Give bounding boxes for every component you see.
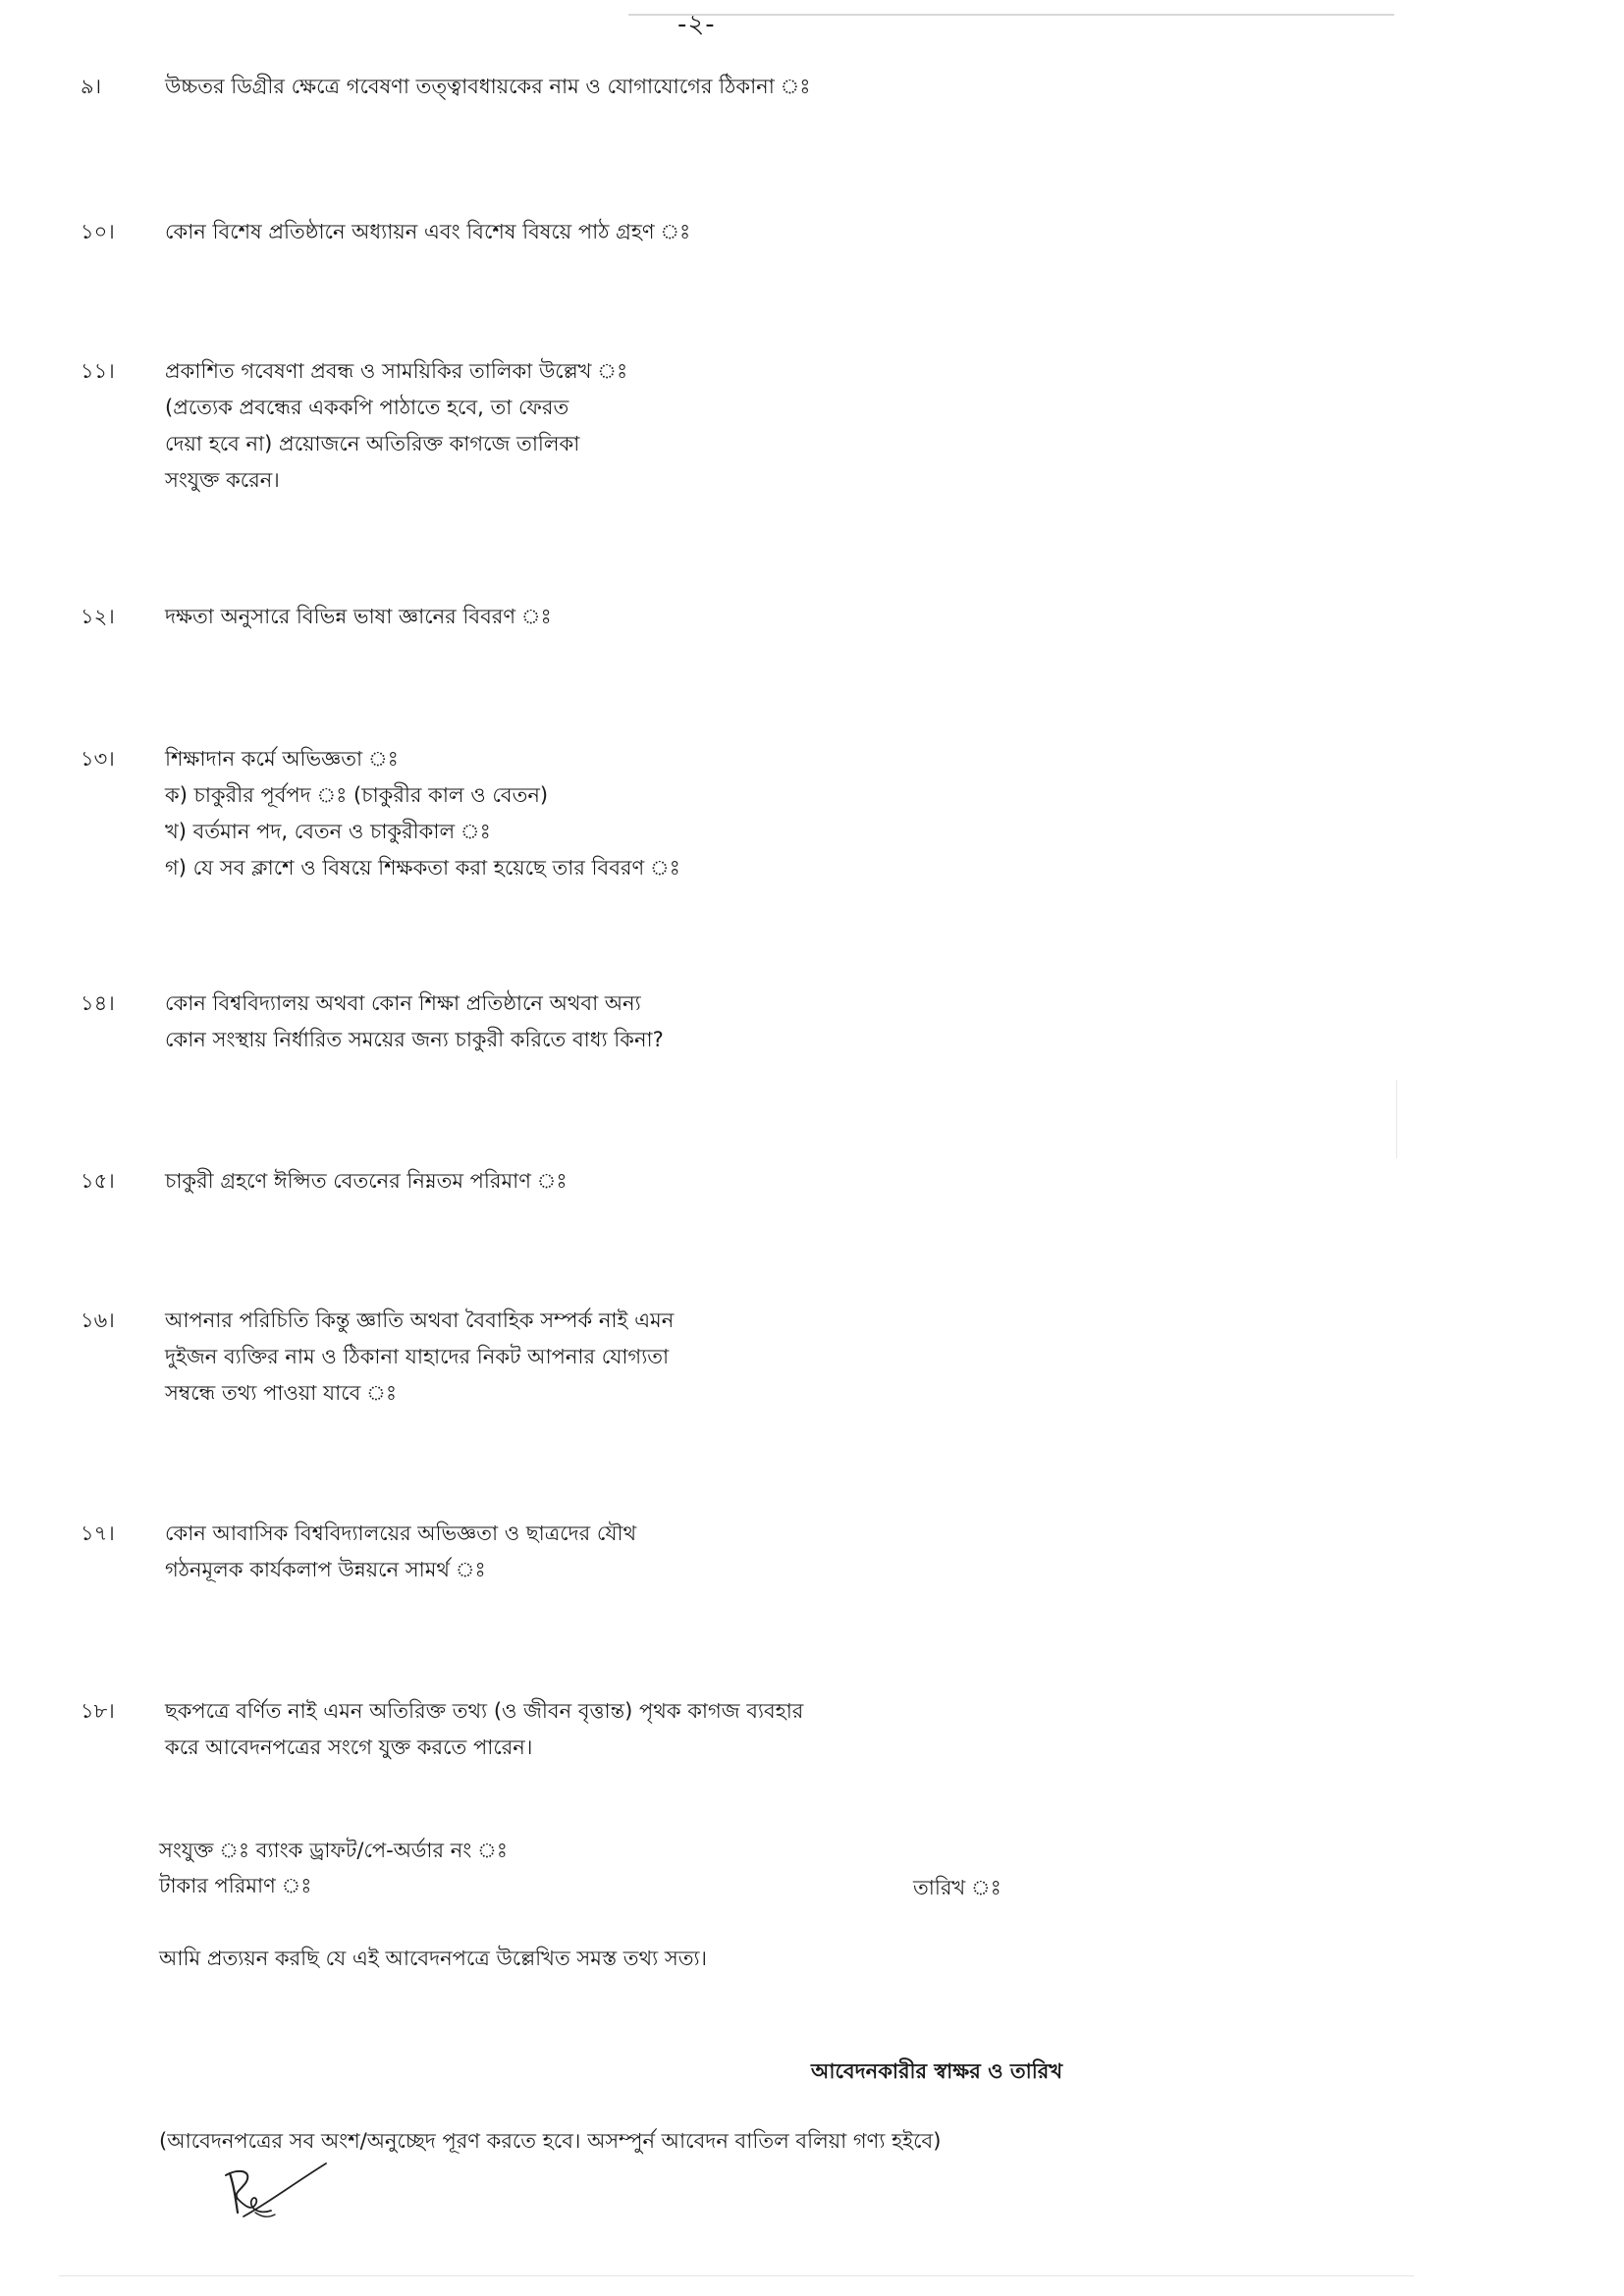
item-number: ১৮। xyxy=(81,1699,115,1723)
item-line: কোন আবাসিক বিশ্ববিদ্যালয়ের অভিজ্ঞতা ও ছাত্রদের যৌথ xyxy=(165,1522,637,1545)
item-line: প্রকাশিত গবেষণা প্রবন্ধ ও সাময়িকির তালিকা উল্লেখ ঃ xyxy=(165,359,628,383)
item-line: কোন বিশ্ববিদ্যালয় অথবা কোন শিক্ষা প্রতিষ্ঠানে অথবা অন্য xyxy=(165,991,641,1015)
attachment-line: সংযুক্ত ঃ ব্যাংক ড্রাফট/পে-অর্ডার নং ঃ xyxy=(159,1839,508,1862)
item-line: খ) বর্তমান পদ, বেতন ও চাকুরীকাল ঃ xyxy=(165,820,491,843)
item-text xyxy=(165,1303,674,1412)
item-line: ছকপত্রে বর্ণিত নাই এমন অতিরিক্ত তথ্য (ও জীবন বৃত্তান্ত) পৃথক কাগজ ব্যবহার xyxy=(165,1699,804,1723)
item-line: গ) যে সব ক্লাশে ও বিষয়ে শিক্ষকতা করা হয়েছে তার বিবরণ ঃ xyxy=(165,856,680,880)
item-number: ১৬। xyxy=(81,1308,115,1332)
item-text xyxy=(165,986,664,1058)
item-line: দেয়া হবে না) প্রয়োজনে অতিরিক্ত কাগজে তালিকা xyxy=(165,432,580,455)
date-label: তারিখ ঃ xyxy=(913,1876,1001,1899)
item-number: ৯। xyxy=(81,75,102,98)
item-number: ১০। xyxy=(81,220,115,243)
item-text xyxy=(165,1163,568,1200)
scan-edge-line xyxy=(628,14,1394,16)
item-number: ১১। xyxy=(81,359,115,383)
item-line: ক) চাকুরীর পূর্বপদ ঃ (চাকুরীর কাল ও বেতন) xyxy=(165,783,549,807)
item-line: সম্বন্ধে তথ্য পাওয়া যাবে ঃ xyxy=(165,1381,398,1405)
item-number: ১৩। xyxy=(81,747,115,771)
item-line: কোন সংস্থায় নির্ধারিত সময়ের জন্য চাকুরী করিতে বাধ্য কিনা? xyxy=(165,1028,664,1051)
item-text xyxy=(165,1693,803,1766)
amount-label: টাকার পরিমাণ ঃ xyxy=(159,1874,312,1897)
handwritten-signature xyxy=(216,2156,334,2234)
item-number: ১৫। xyxy=(81,1169,115,1193)
item-line: করে আবেদনপত্রের সংগে যুক্ত করতে পারেন। xyxy=(165,1735,533,1759)
item-number: ১৭। xyxy=(81,1522,115,1545)
declaration-text: আমি প্রত্যয়ন করছি যে এই আবেদনপত্রে উল্লেখিত সমস্ত তথ্য সত্য। xyxy=(159,1947,708,1970)
item-line: (প্রত্যেক প্রবন্ধের এককপি পাঠাতে হবে, তা ফেরত xyxy=(165,396,569,419)
item-line: সংযুক্ত করেন। xyxy=(165,468,280,492)
item-text xyxy=(165,353,627,499)
instruction-note: (আবেদনপত্রের সব অংশ/অনুচ্ছেদ পূরণ করতে হবে। অসম্পুর্ন আবেদন বাতিল বলিয়া গণ্য হইবে) xyxy=(159,2129,942,2153)
item-number: ১৪। xyxy=(81,991,115,1015)
item-line: দক্ষতা অনুসারে বিভিন্ন ভাষা জ্ঞানের বিবরণ ঃ xyxy=(165,605,552,628)
scan-artifact xyxy=(1396,1080,1397,1158)
item-text xyxy=(165,741,680,886)
page-number: -২- xyxy=(677,10,716,39)
item-line: আপনার পরিচিতি কিন্তু জ্ঞাতি অথবা বৈবাহিক সম্পর্ক নাই এমন xyxy=(165,1308,675,1332)
item-text xyxy=(165,69,810,105)
item-text xyxy=(165,1516,636,1588)
item-line: উচ্চতর ডিগ্রীর ক্ষেত্রে গবেষণা তত্ত্বাবধায়কের নাম ও যোগাযোগের ঠিকানা ঃ xyxy=(165,75,811,98)
item-line: কোন বিশেষ প্রতিষ্ঠানে অধ্যায়ন এবং বিশেষ বিষয়ে পাঠ গ্রহণ ঃ xyxy=(165,220,691,243)
item-line: শিক্ষাদান কর্মে অভিজ্ঞতা ঃ xyxy=(165,747,399,771)
item-line: গঠনমূলক কার্যকলাপ উন্নয়নে সামর্থ ঃ xyxy=(165,1558,486,1581)
item-text xyxy=(165,599,552,635)
item-text xyxy=(165,214,690,250)
item-line: দুইজন ব্যক্তির নাম ও ঠিকানা যাহাদের নিকট আপনার যোগ্যতা xyxy=(165,1345,670,1368)
item-number: ১২। xyxy=(81,605,115,628)
applicant-signature-label: আবেদনকারীর স্বাক্ষর ও তারিখ xyxy=(811,2059,1063,2083)
attachment-block xyxy=(159,1833,508,1903)
item-line: চাকুরী গ্রহণে ঈপ্সিত বেতনের নিম্নতম পরিমাণ ঃ xyxy=(165,1169,568,1193)
scan-edge-line xyxy=(59,2275,1414,2276)
